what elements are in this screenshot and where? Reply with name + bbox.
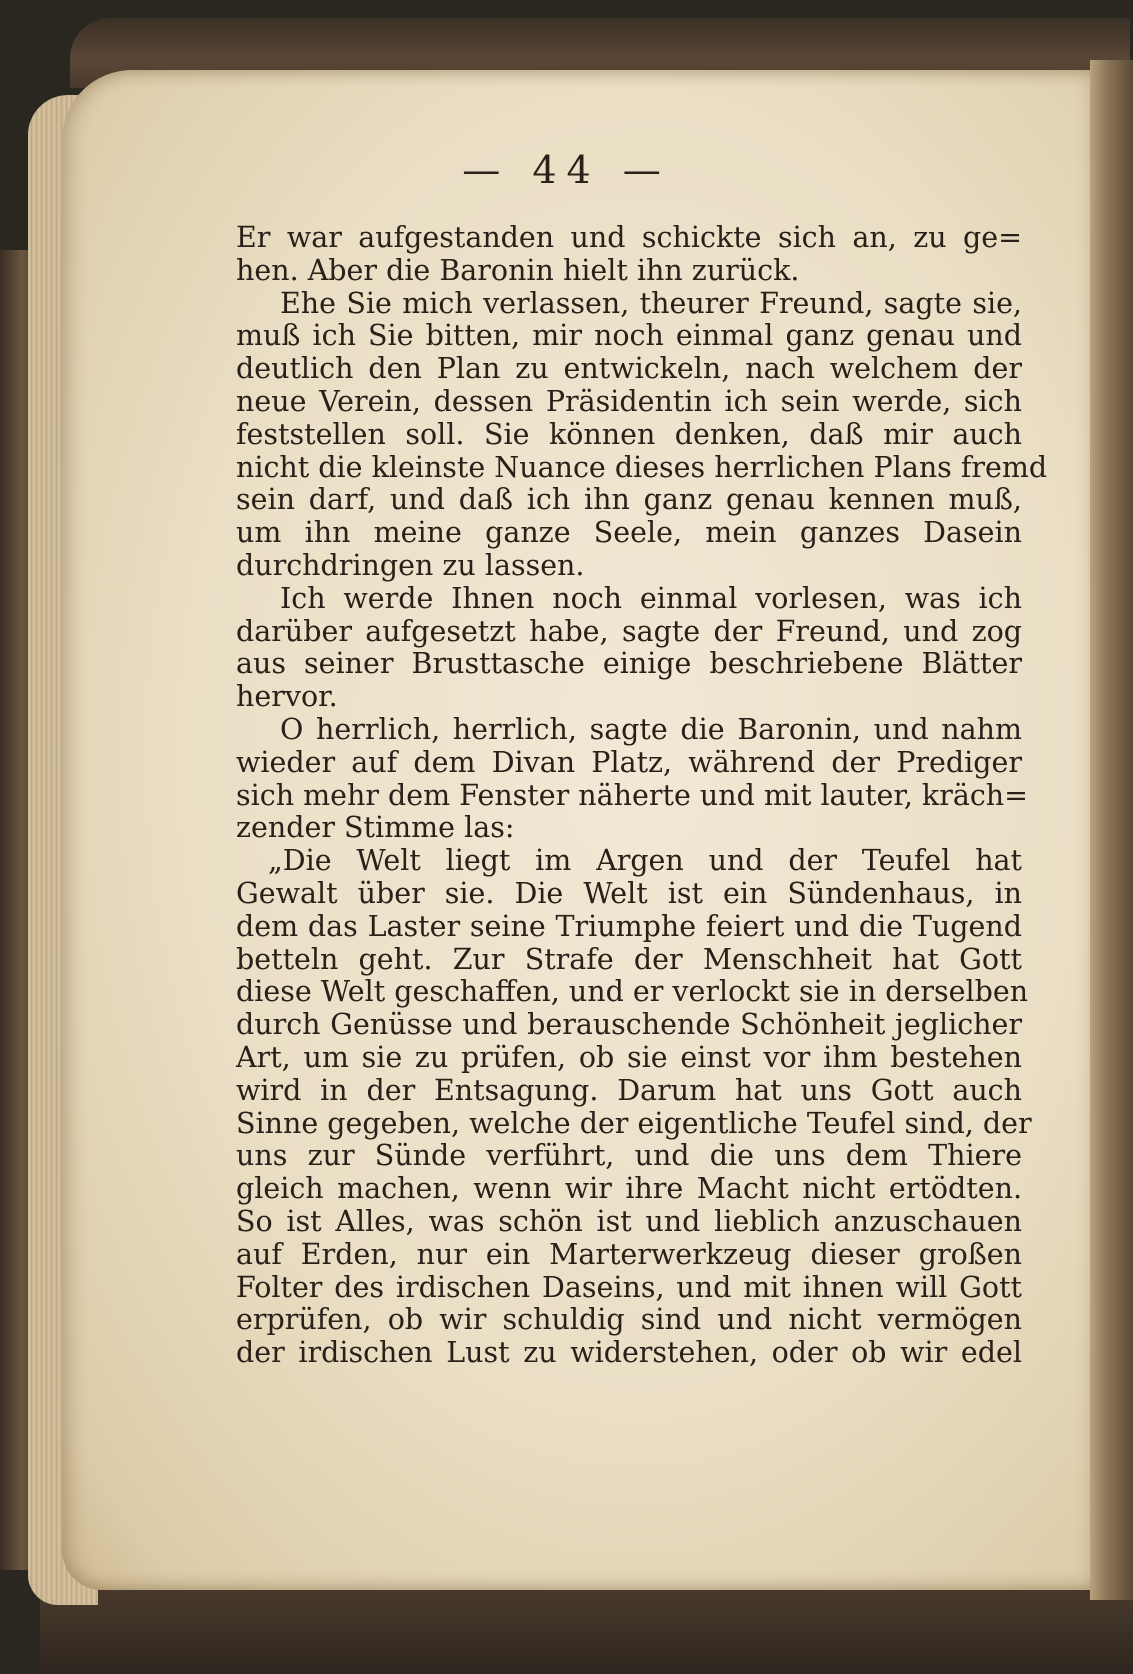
text-line: erprüfen, ob wir schuldig sind und nicht vermögen	[236, 1303, 1022, 1337]
text-line: wird in der Entsagung. Darum hat uns Gott auch	[236, 1073, 1022, 1107]
text-line: auf Erden, nur ein Marterwerkzeug dieser großen	[236, 1237, 1022, 1271]
text-line: darüber aufgesetzt habe, sagte der Freund, und zog	[236, 614, 1022, 648]
text-line: betteln geht. Zur Strafe der Menschheit hat Gott	[236, 942, 1022, 976]
text-line: der irdischen Lust zu widerstehen, oder ob wir edel	[236, 1336, 1022, 1370]
text-line: O herrlich, herrlich, sagte die Baronin, und nahm	[280, 712, 1022, 746]
text-line: Er war aufgestanden und schickte sich an, zu ge=	[236, 221, 1022, 254]
text-line: nicht die kleinste Nuance dieses herrlichen Plans fremd	[236, 450, 1048, 484]
text-line: feststellen soll. Sie können denken, daß mir auch	[236, 417, 1022, 451]
text-line: dem das Laster seine Triumphe feiert und die Tugend	[236, 909, 1022, 943]
text-line: aus seiner Brusttasche einige beschriebene Blätter	[236, 647, 1022, 681]
text-line: diese Welt geschaffen, und er verlockt sie in derselben	[236, 975, 1029, 1009]
text-line: Folter des irdischen Daseins, und mit ihnen will Gott	[236, 1270, 1022, 1304]
text-line: durch Genüsse und berauschende Schönheit jeglicher	[236, 1008, 1022, 1042]
text-line: sich mehr dem Fenster näherte und mit lauter, kräch=	[236, 778, 1029, 812]
text-line: neue Verein, dessen Präsidentin ich sein werde, sich	[236, 384, 1022, 418]
text-line: durchdringen zu lassen.	[236, 548, 585, 582]
text-line: um ihn meine ganze Seele, mein ganzes Dasein	[236, 516, 1022, 550]
text-line: uns zur Sünde verführt, und die uns dem Thiere	[236, 1139, 1022, 1173]
text-line: Sinne gegeben, welche der eigentliche Teufel sind, der	[236, 1106, 1032, 1140]
text-line: gleich machen, wenn wir ihre Macht nicht ertödten.	[236, 1172, 1022, 1206]
book-cover-bottom	[40, 1585, 1133, 1674]
text-line: muß ich Sie bitten, mir noch einmal ganz genau und	[236, 319, 1022, 353]
text-line: hervor.	[236, 680, 338, 714]
text-line: Ich werde Ihnen noch einmal vorlesen, was ich	[280, 581, 1022, 615]
text-line: Gewalt über sie. Die Welt ist ein Sündenhaus, in	[236, 876, 1022, 910]
text-line: So ist Alles, was schön ist und lieblich anzuschauen	[236, 1204, 1022, 1238]
text-line: Ehe Sie mich verlassen, theurer Freund, sagte sie,	[280, 286, 1022, 320]
text-line: deutlich den Plan zu entwickeln, nach welchem der	[236, 352, 1022, 386]
text-line: Art, um sie zu prüfen, ob sie einst vor ihm bestehen	[236, 1040, 1022, 1074]
text-line: hen. Aber die Baronin hielt ihn zurück.	[236, 253, 800, 287]
text-line: wieder auf dem Divan Platz, während der Prediger	[236, 745, 1022, 779]
page-gutter	[1090, 60, 1133, 1600]
page-body-text	[236, 221, 1048, 1370]
text-line: zender Stimme las:	[236, 811, 515, 845]
text-line: „Die Welt liegt im Argen und der Teufel hat	[268, 844, 1022, 878]
page-number-header: — 44 —	[462, 148, 671, 192]
text-line: sein darf, und daß ich ihn ganz genau kennen muß,	[236, 483, 1022, 517]
